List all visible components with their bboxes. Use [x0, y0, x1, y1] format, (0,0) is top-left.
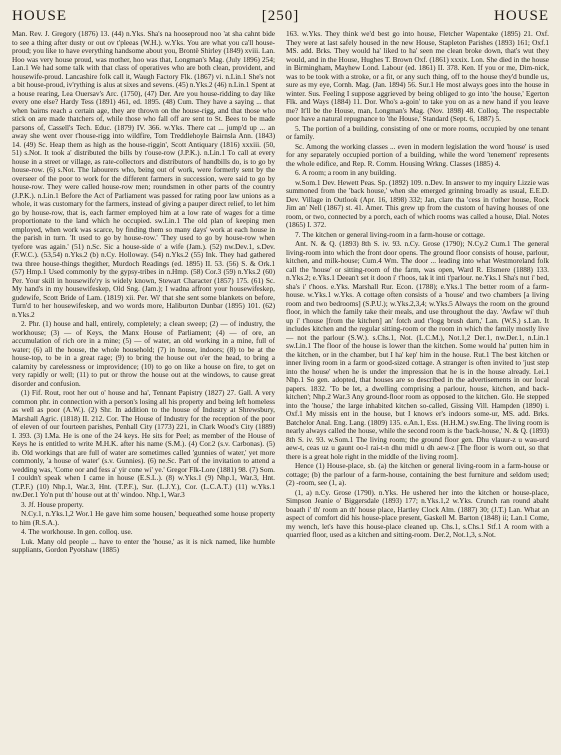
entry-paragraph: w.Som.1 Dev. Hewett Peas. Sp. (1892) 109. n.Dev. In answer to my inquiry Lizzie was summoned from the 'back house,' when she emerged grinning broadly as usual, E.E.D. Dev. Village in Outlook (Apr. 16, 1898) 332; Jan, clare tha 'cess in t'other house, Rock Jim an' Nell (1867) st. 41. Amer. This grew up from the custom of having houses of one room, or two, connected by a porch, each of which rooms was called a house, Dial. Notes (1865) I. 372.: [286, 177, 549, 229]
right-column: [286, 30, 549, 750]
entry-paragraph: Man. Rev. J. Gregory (1876) 13. (44) n.Yks. Sha's na hooseproud noo 'at sha cahnt bide to see a thing after dusty or out ov t'pleeas (W.H.). w.Yks. You are what you ca'll house-proud; you like to have everything handsome about you, Brontë Shirley (1849) xviii. Lan. Hoo was very house proud, was mother, hoo was that, Longman's Mag. (July 1896) 254; Lan.1 We had some talk with that class of operatives who are both clean, provident, and housewife-proud. Lancashire folk call it, Waugh Factory Flk. (1867) vi. n.Lin.1 She's not a bit house-proud, iv'rything is alus at sixes and sevens. (45) n.Yks.2 (46) n.Lin.1 Spent at a house rearing, Lea Ouersav's Arc. (1750), (47) Der. Are you house-ridding to day like every one else? Hardy Tess (1891) 461, ed. 1895. (48) Cum. They have a saying ... that when bairns reach a certain age, they are thrown on the house-rigg, and that those who stick on are made thatchers of, while those who fall off are sent to St. Bees to be made parsons of, Cassell's Tech. Educ. (1879) IV. 366. w.Yks. There cat ... jump'd up ... an away she went over t'house-rigg into wildfire, Tom Treddlehoyle Bairnsla Ann. (1843) 14. (49) Sc. Heap them as high as the house-riggin', Scott Antiquary (1816) xxxiii. (50, 51) s.Not. It took a' distributed the bills by t'ouse-row (J.P.K.). n.Lin.1 To call at every house in a street or village, as rate-collectors and distributors of handbills do, is to go by house-row. (6) s.Not. The labourers who, being out of work, were formerly sent by the overseer of the poor to work for the different farmers in succession, were said to go by house-row. They were called house-row men; roundsmen in other parts of the country (J.P.K.). n.Lin.1 Before the Act of Parliament was passed for rating poor law unions as a whole, it was customary for the farmers, instead of giving a pauper direct relief, to let him go by house-row, that is, each farmer employed him at a low rate of wages for a time proportionate to the land which he occupied. sw.Lin.1 The old plan of keeping men employed, when work was scarce, by finding them so many days' work at each house in the parish in turn. 'It used to go by house-row.' 'They used to go by house-row when tyefore was again.' (51) n.Sc. Sic a house-side o' a wife (Jam.). (52) nw.Dev.1, s.Dev. (F.W.C.). (53,54) n.Yks.2 (b) n.Cy. Holloway. (54) n.Yks.2 (55) Ink. They had gathered twa three house-things thegither, Murdoch Readings (ed. 1895) II. 53. (56) S. & Ork.1 (57) Hmp.1 Used commonly by the gypsy-tribes in n.Hmp. (58) Cor.3 (59) n.Yks.2 (60) Per. Your skill in housewife'ry is widely known, Stewart Character (1857) 175. (61) Sc. My hand's in my housewifeskep, Old Sng. (Jam.); I wadna affront your housewifeskep, gudewife, Scott Bride of Lam. (1819) xii. Per. Wi' that she sent some blankets on before, Turn'd to her housewifeskep, and wo words more, Haliburton Dunbar (1895) 101. (62) n.Yks.2: [12, 30, 275, 319]
right-headword: HOUSE: [493, 8, 549, 24]
entry-paragraph: 3. Jf. House property.: [21, 499, 84, 509]
entry-paragraph: 2. Phr. (1) house and hall, entirely, completely; a clean sweep; (2) — of industry, the workhouse; (3) — of Keys, the Manx House of Parliament; (4) — of ore, an accumulation of rich ore in a mine; (5) — of water, an old working in a mine, full of water; (6) all the house, the whole household; (7) in house, indoors; (8) to be at the house-top, to be in a great rage; (9) to bring the house out o'er the head, to bring a calamity by carelessness or improvidence; (10) to go on like a house on fire, to get on very rapidly or well; (11) to put or throw the house out at the windows, to cause great disorder and confusion.: [12, 319, 275, 388]
entry-paragraph: 7. The kitchen or general living-room in a farm-house or cottage.: [295, 229, 485, 239]
entry-paragraph: Luk. Many old people ... have to enter the 'house,' as it is nick named, like humble suppliants, Gordon Pyotshaw (1885): [12, 536, 275, 554]
page-number: [250]: [261, 8, 300, 24]
entry-paragraph: 163. w.Yks. They think we'd best go into house, Fletcher Wapentake (1895) 21. Oxf. They were at last safely housed in the new House, Stapleton Parishes (1893) 161; Oxf.1 MS. add. Brks. They would ha' liked to ha' seen me clean broke down, that's wut they would, and in the House, Hughes T. Brown Oxf. (1861) xxxix. Lon. She died in the house in Birmingham, Mayhew Lond. Labour (ed. 1861) II. 378. Ken. If you or me, Dim-nick, was to be took with a stroke, or a fit, or any such thing, off to the house they'd bundle us, sure as my eye, Cornh. Mag. (Jan. 1894) 56. Sur.1 He most always goes into the house in winter. Sus. Feeling I suppose aggrieved by being obliged to go into 'the house,' Egerton Flk. and Ways (1884) 11. Dor. Who's a-goin' to take you on as a new hand if you leave me? It'll be the House, man, Longman's Mag. (Nov. 1898) 48. Colloq. The respectable poor have a natural repugnance to 'the House,' Standard (Sept. 6, 1887) 5.: [286, 30, 549, 123]
left-headword: HOUSE: [12, 8, 68, 24]
entry-paragraph: 5. The portion of a building, consisting of one or more rooms, occupied by one tenant or family.: [286, 123, 549, 141]
entry-paragraph: N.Cy.1, n.Yks.1,2 Wor.1 He gave him some housen,' bequeathed some house property to him (R.S.A.).: [12, 509, 275, 527]
entry-paragraph: Hence (1) House-place, sb. (a) the kitchen or general living-room in a farm-house or cottage; (b) the parlour of a farm-house, containing the best furniture and seldom used; (2) -room, see (1, a).: [286, 461, 549, 487]
entry-paragraph: (1, a) n.Cy. Grose (1790). n.Yks. He ushered her into the kitchen or house-place, Simpson Jeanie o' Biggersdale (1893) 177; n.Yks.1,2 w.Yks. Crunch ran round abaht boaath i' th' room an th' house place, Hartley Clock Alm. (1887) 30; (J.T.) Lan. What an aspect of comfort did his house-place present, Gaskell M. Barton (1848) ii; Lan.1 Come, my wench, let's have this house-place cleaned up. Chs.1, s.Chs.1 Stf.1 A room with a quarried floor, used as a kitchen and sitting-room. Der.2, Not.1,3, s.Not.: [286, 487, 549, 539]
entry-paragraph: Sc. Among the working classes ... even in modern legislation the word 'house' is used for any separately occupied portion of a building, while the word 'tenement' represents the whole edifice, and Rep. R. Comm. Housing Wrkng. Classes (1885) 4.: [286, 141, 549, 168]
running-header: [12, 8, 549, 30]
entry-paragraph: 4. The workhouse. In gen. colloq. use.: [21, 527, 133, 536]
entry-paragraph: 6. A room; a room in any building.: [295, 168, 397, 177]
entry-paragraph: (1) Fif. Rout, root her out o' house and ha', Tennant Papistry (1827) 27. Gall. A very common phr. in connection with a person's losing all his property and being left homeless as well as poor (A.W.). (2) Shr. In addition to the house of Industry at Shrewsbury, Marshall Agric. (1818) II. 212. Cor. The House of Industry for the reception of the poor of eleven of our fourteen parishes, Penhall City (1773) 221, in Clark Wood's City (1889) I. 393. (3) I.Ma. He is one of the 24 keys. He sits for Peel; as member of the House of Keys he is entitled to write M.H.K. after his name (S.M.). (4) Cor.2 (s.v. Carbonas). (5) ib. Old workings that are full of water are sometimes called 'gunnies of water,' yet more commonly, 'a house of water' (s.v. Gunnies). (6) ne.Sc. Part of the invitation to attend a wedding was, 'Come oor and fess a' yir cone wi' ye.' Gregor Flk-Lore (1881) 98. (7) Som. I couldn't speak when I came in house (E.S.L.). (8) w.Yks.1 (9) Nhp.1, War.3, Hnt. (T.P.F.) (10) Nhp.1, War.3, Hnt. (T.P.F.), Sur. (L.J.Y.), Cor. (L.C.A.T.) (11) w.Yks.1 nw.Der.1 Yo'n put th' house out at th' windoo. Nhp.1, War.3: [12, 388, 275, 499]
left-column: [12, 30, 275, 750]
entry-paragraph: Ant. N. & Q. (1893) 8th S. iv. 93. n.Cy. Grose (1790); N.Cy.2 Cum.1 The general living-room into which the front door opens. The ground floor consists of house, parlour, kitchen, and milk-house; Cum.4 Wm. The door ... leading into what Westmoreland folk call the 'house' or sitting-room of the farm, was open, Ward R. Elsmere (1888) 133. n.Yks.2; e.Yks.1 Deean't set it doon i' t'hoos, tak it inti t'parlour. ne.Yks.1 Sha's nut i' bed, sha's i' t'hoos. e.Yks. Marshall Rur. Econ. (1788); e.Yks.1 The better room of a farm-house. w.Yks.1 w.Yks. A cottage often consists of a 'house' and two chambers [a living room and two bedrooms] (S.P.U.); w.Yks.2,3,4; w.Yks.5 Always the room on the ground floor, in which the family take their meals, and use throughout the day. 'Awfaw wi' thuh up i' t'house [from the kitchen] an' fotch aud t'logg brush darn,' Lan. (W.S.) s.Lan. It includes kitchen and the regular sitting-room or the room in which the family mostly live — not the parlour (S.W.). s.Chs.1, Not. (L.C.M.), Not.1,2 Der.1, nw.Der.1, n.Lin.1 sw.Lin.1 The floor of the house is lower than the kitchen. Some would ha' putten him in the kitchen, or in the chamber, but I ha' kep' him in the house. Rut.1 The best kitchen or inner living room in a farm or good-sized cottage. A stranger is often invited to 'just step into the house' when he is under the impression that he is in the house already. Lei.1 Nhp.1 So gen. adopted, that houses are so described in the advertisements in our local papers. 1832. 'To be let, a dwelling comprising a parlour, house, kitchen, and back-kitchen'; Nhp.2 War.3 Any ground-floor room as opposed to the kitchen. Glo. He stepped into the 'house,' the large inhabited kitchen so-called, Gissing Vill. Hampden (1890) i. Oxf.1 My missis ent in the house, but I knows er's indoors some-ur, MS. add. Brks. Batchelor Anal. Eng. Lang. (1809) 135. e.An.1, Ess. (H.H.M.) sw.Eng. The living room is nearly always called the house, while the second room is the 'back-house,' N. & Q. (1893) 8th S. iv. 93. w.Som.1 The living room; the ground floor gen. Dhu vlauur-z u wau-urd aew-t, ceas uz u gaunt oo-l rai-t-n dhu midl u dh aew-z [The floor is worn out, so that there is a great hole right in the middle of the living room].: [286, 239, 549, 461]
